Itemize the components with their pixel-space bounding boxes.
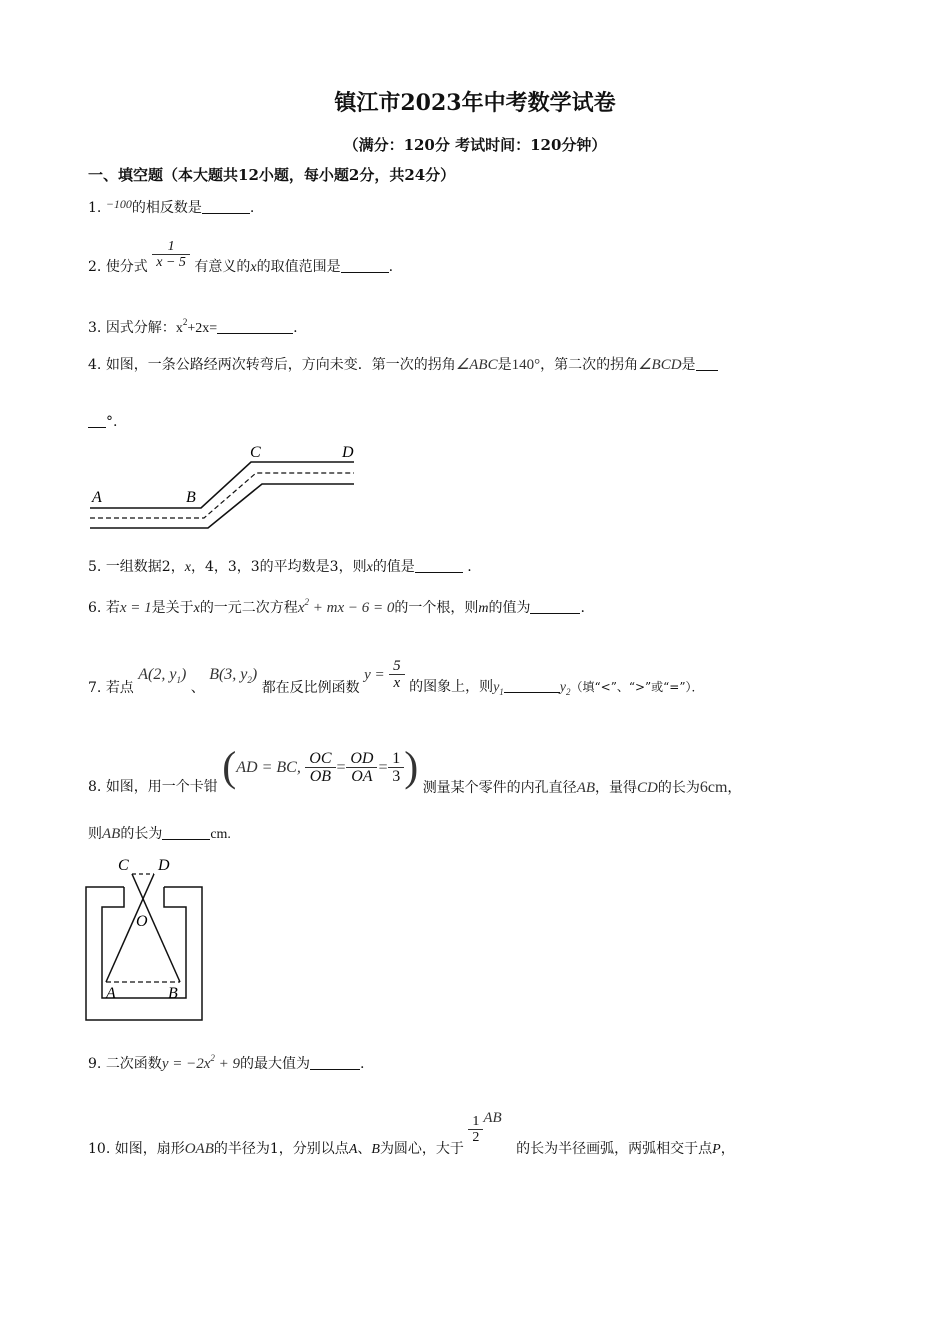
answer-blank bbox=[217, 319, 293, 334]
label-C: C bbox=[250, 444, 261, 461]
question-1: 1. −100的相反数是 . bbox=[88, 197, 255, 216]
fraction: $\frac{1}{3}$ bbox=[388, 750, 404, 786]
fraction: $\frac{OC}{OB}$ bbox=[305, 750, 335, 786]
answer-blank bbox=[696, 356, 718, 371]
page-title: 镇江市2023年中考数学试卷 bbox=[334, 90, 616, 116]
answer-blank bbox=[341, 258, 389, 273]
question-4: 4. 如图，一条公路经两次转弯后，方向未变．第一次的拐角∠ABC是140°，第二次的拐角∠BCD是 bbox=[88, 356, 718, 374]
section-heading: 一、填空题（本大题共12小题，每小题2分，共24分） bbox=[88, 166, 456, 184]
label-A: A bbox=[106, 985, 116, 1002]
question-8: 8. 如图，用一个卡钳 (AD = BC, $\frac{OC}{OB}$ = $\frac{OD}{OA}$ = $\frac{1}{3}$ ) 测量某个零件的内孔直径AB，量得CD的长为6cm， bbox=[88, 744, 742, 796]
fraction: $\frac{1}{2}$ bbox=[468, 1114, 483, 1146]
question-3: 3. 因式分解：$x^2+2x=$ . bbox=[88, 317, 298, 336]
answer-blank bbox=[202, 199, 250, 214]
fraction: $\frac{OD}{OA}$ bbox=[346, 750, 377, 786]
label-D: D bbox=[342, 444, 354, 461]
answer-blank bbox=[310, 1055, 360, 1070]
answer-blank bbox=[162, 825, 210, 840]
question-10: 10. 如图，扇形OAB的半径为1，分别以点A、B为圆心，大于 $\frac{1}{2}$ AB 的长为半径画弧，两弧相交于点P， bbox=[88, 1110, 735, 1157]
question-6: 6. 若x = 1是关于x的一元二次方程$x^2$ + mx − 6 = 0的一个根，则m的值为 . bbox=[88, 597, 585, 616]
label-D: D bbox=[158, 857, 170, 874]
label-B: B bbox=[186, 489, 196, 506]
question-2: 2. 使分式 $\frac{1}{x - 5}$ 有意义的x的取值范围是 . bbox=[88, 238, 394, 275]
label-A: A bbox=[92, 489, 102, 506]
label-O: O bbox=[136, 913, 148, 930]
answer-blank bbox=[530, 599, 580, 614]
question-8-continued: 则AB的长为 cm. bbox=[88, 826, 231, 842]
answer-blank bbox=[415, 558, 463, 573]
label-C: C bbox=[118, 857, 129, 874]
road-figure bbox=[86, 440, 366, 535]
question-9: 9. 二次函数$y = -2x^2 + 9$的最大值为 . bbox=[88, 1053, 365, 1072]
label-B: B bbox=[168, 985, 178, 1002]
question-7: 7. 若点 A(2, $y_1$) 、 B(3, $y_2$) 都在反比例函数 y = $\frac{5}{x}$ 的图象上，则$y_1$ $y_2$（填“<”、“>”或“=”）． bbox=[88, 657, 704, 697]
caliper-figure bbox=[84, 852, 206, 1024]
fraction: $\frac{1}{x - 5}$ bbox=[152, 239, 190, 271]
exam-info: （满分：120分 考试时间：120分钟） bbox=[343, 136, 607, 154]
question-4-continued: °. bbox=[88, 413, 117, 431]
question-5: 5. 一组数据2，x，4，3，3的平均数是3，则x的值是 . bbox=[88, 559, 472, 575]
fraction: $\frac{5}{x}$ bbox=[389, 658, 405, 692]
answer-blank bbox=[88, 413, 106, 428]
answer-blank bbox=[504, 678, 560, 693]
